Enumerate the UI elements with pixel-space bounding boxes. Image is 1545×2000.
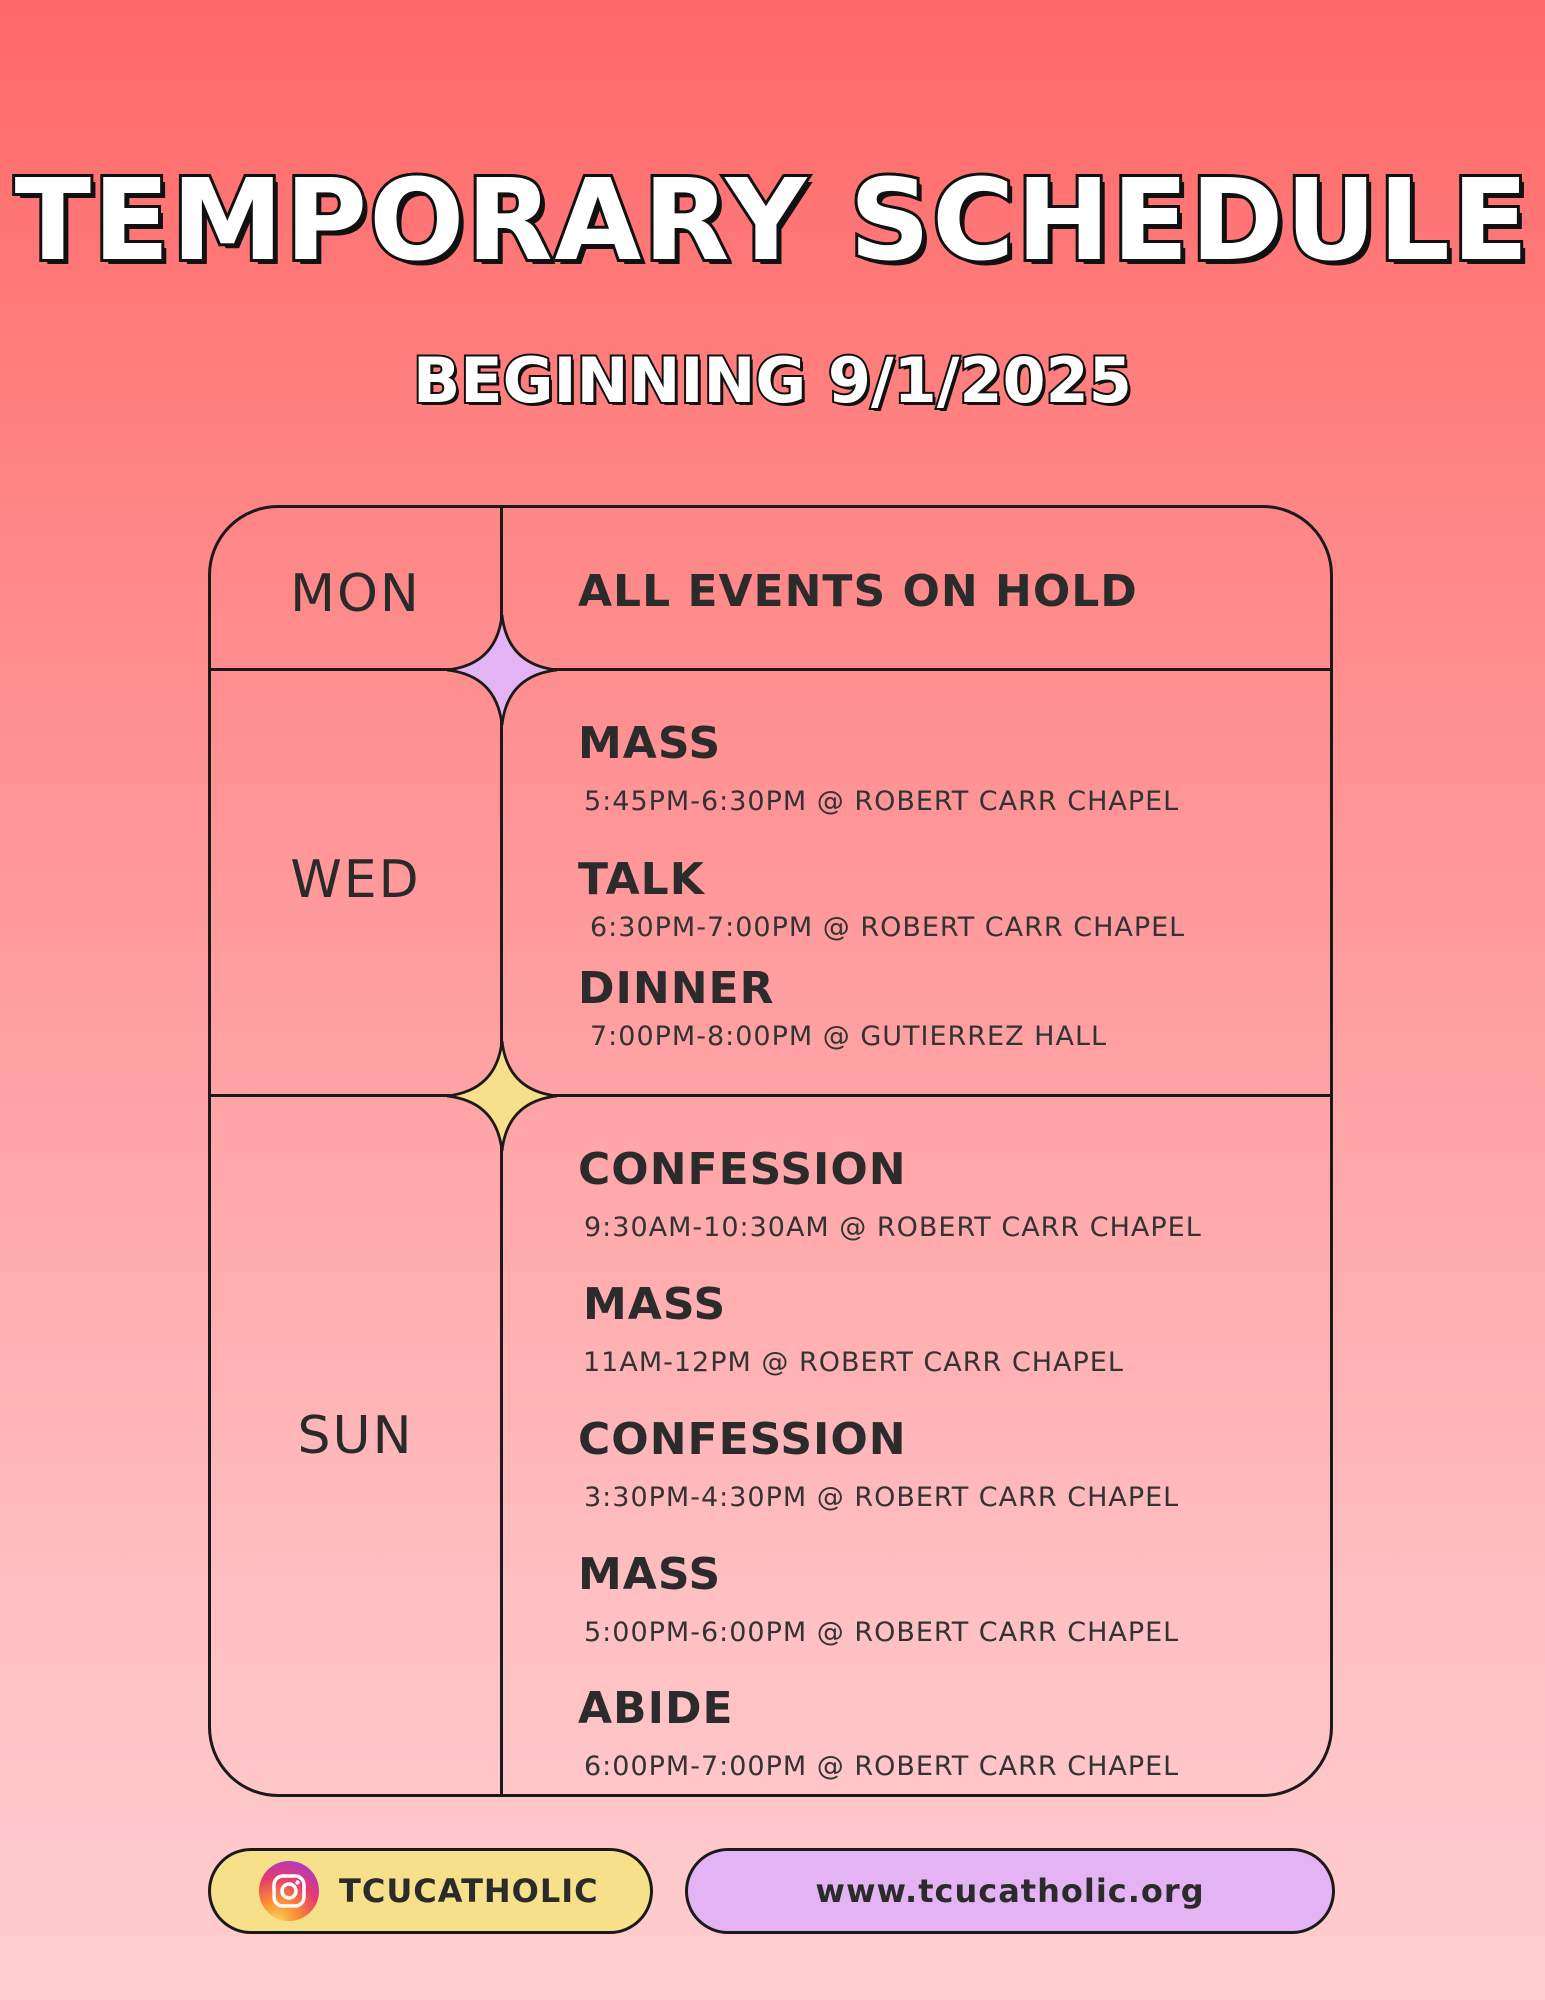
day-label-sun: SUN bbox=[297, 1406, 414, 1466]
event-time: 11AM-12PM @ ROBERT CARR CHAPEL bbox=[583, 1347, 1124, 1378]
event-item bbox=[578, 1683, 1180, 1782]
event-item bbox=[578, 854, 1186, 943]
event-time: 5:00PM-6:00PM @ ROBERT CARR CHAPEL bbox=[584, 1617, 1180, 1648]
event-name: ABIDE bbox=[578, 1683, 734, 1734]
event-time: 5:45PM-6:30PM @ ROBERT CARR CHAPEL bbox=[584, 786, 1180, 817]
event-item bbox=[578, 1414, 1180, 1513]
event-name: MASS bbox=[583, 1279, 727, 1330]
event-name: DINNER bbox=[578, 963, 775, 1014]
website-link[interactable] bbox=[685, 1848, 1335, 1934]
event-name: TALK bbox=[578, 854, 705, 905]
event-time: 3:30PM-4:30PM @ ROBERT CARR CHAPEL bbox=[584, 1482, 1180, 1513]
event-item bbox=[583, 1279, 1124, 1378]
event-name: MASS bbox=[578, 1549, 722, 1600]
instagram-handle: TCUCATHOLIC bbox=[339, 1872, 599, 1910]
instagram-icon bbox=[259, 1861, 319, 1921]
row-divider bbox=[211, 1094, 1330, 1097]
event-item bbox=[578, 1549, 1180, 1648]
event-item bbox=[578, 1144, 1202, 1243]
event-item bbox=[578, 718, 1180, 817]
schedule-table bbox=[208, 505, 1333, 1797]
event-name: CONFESSION bbox=[578, 1144, 907, 1195]
event-time: 6:00PM-7:00PM @ ROBERT CARR CHAPEL bbox=[584, 1751, 1180, 1782]
day-label-mon: MON bbox=[290, 564, 421, 624]
page-subtitle: BEGINNING 9/1/2025 bbox=[413, 344, 1132, 417]
event-time: 9:30AM-10:30AM @ ROBERT CARR CHAPEL bbox=[584, 1212, 1202, 1243]
event-name: MASS bbox=[578, 718, 722, 769]
mon-note: ALL EVENTS ON HOLD bbox=[578, 566, 1138, 617]
day-label-wed: WED bbox=[290, 850, 421, 910]
page-title: TEMPORARY SCHEDULE bbox=[14, 156, 1531, 286]
event-time: 6:30PM-7:00PM @ ROBERT CARR CHAPEL bbox=[590, 912, 1186, 943]
sparkle-icon bbox=[447, 1041, 557, 1151]
website-url: www.tcucatholic.org bbox=[815, 1872, 1205, 1910]
sparkle-icon bbox=[447, 615, 557, 725]
event-name: CONFESSION bbox=[578, 1414, 907, 1465]
row-divider bbox=[211, 668, 1330, 671]
event-item bbox=[578, 963, 1108, 1052]
event-time: 7:00PM-8:00PM @ GUTIERREZ HALL bbox=[590, 1021, 1108, 1052]
instagram-link[interactable] bbox=[208, 1848, 653, 1934]
